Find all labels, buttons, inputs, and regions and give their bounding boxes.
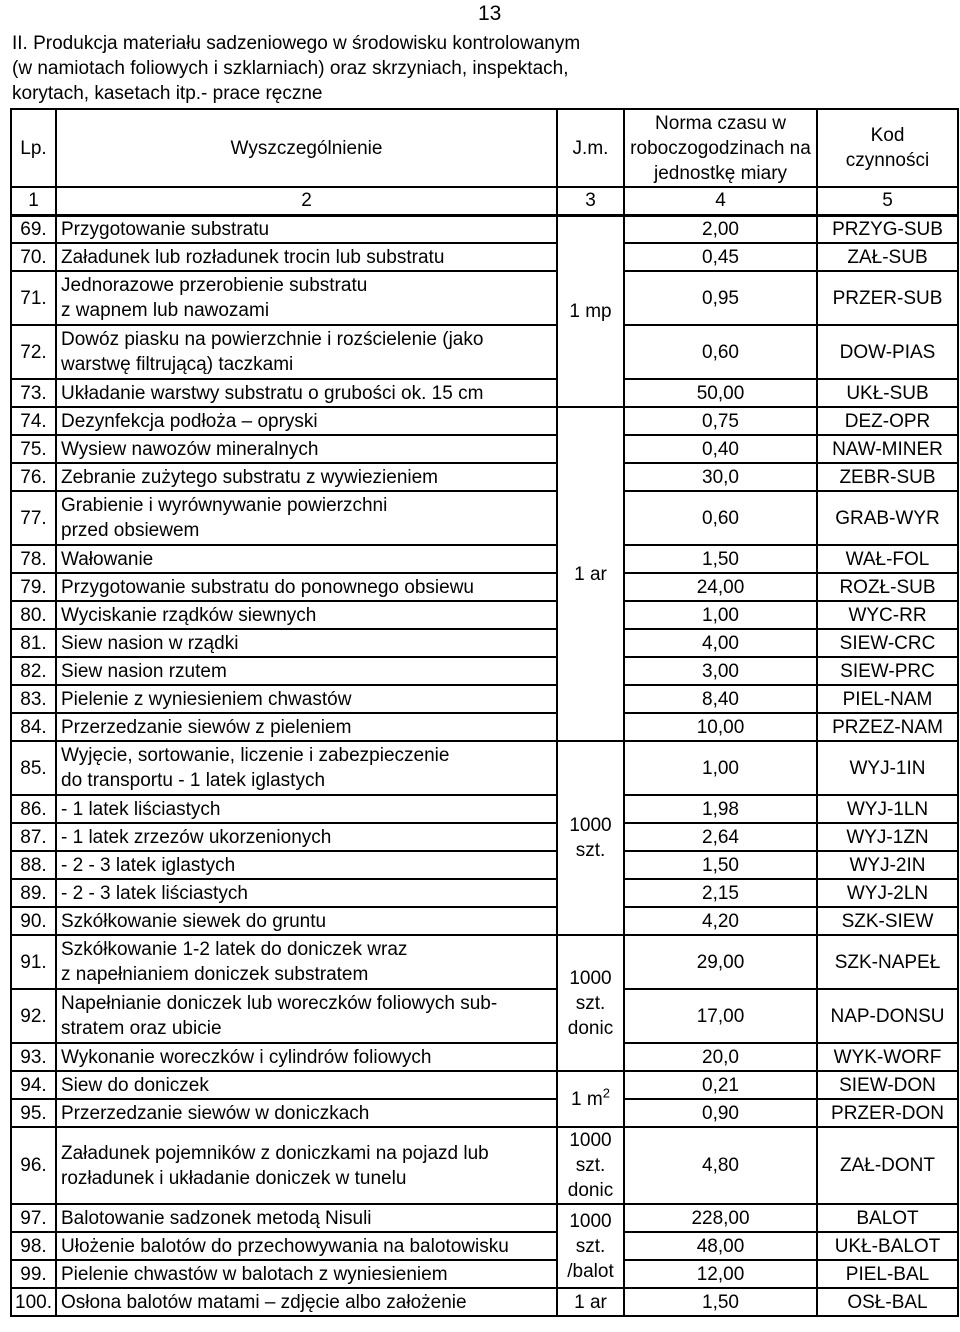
unit-line: donic <box>567 1180 614 1201</box>
row-description <box>56 935 557 989</box>
description-line: Siew nasion w rządki <box>61 632 239 654</box>
row-time-norm: 12,00 <box>624 1260 817 1288</box>
table-row <box>11 989 958 1043</box>
row-number: 74. <box>11 407 56 435</box>
row-time-norm: 2,00 <box>624 215 817 243</box>
row-description <box>56 1071 557 1099</box>
header-unit: J.m. <box>557 109 624 187</box>
row-activity-code: BALOT <box>817 1204 958 1232</box>
table-row <box>11 463 958 491</box>
row-activity-code: SIEW-PRC <box>817 657 958 685</box>
row-time-norm: 2,15 <box>624 879 817 907</box>
description-line: Zebranie zużytego substratu z wywiezieniem <box>61 466 439 488</box>
table-row <box>11 1127 958 1204</box>
header-row <box>11 109 958 187</box>
table-row <box>11 271 958 325</box>
row-number: 81. <box>11 629 56 657</box>
description-line: - 2 - 3 latek liściastych <box>61 882 248 904</box>
header-lp: Lp. <box>11 109 56 187</box>
unit-line: 1000 <box>569 1130 612 1151</box>
row-description <box>56 713 557 741</box>
row-number: 86. <box>11 795 56 823</box>
table-row <box>11 823 958 851</box>
row-description <box>56 1232 557 1260</box>
description-line: Napełnianie doniczek lub woreczków foliowych sub- <box>61 993 498 1014</box>
row-description <box>56 795 557 823</box>
description-line: z napełnianiem doniczek substratem <box>61 964 369 985</box>
row-number: 73. <box>11 379 56 407</box>
row-activity-code: WYJ-1LN <box>817 795 958 823</box>
row-description <box>56 215 557 243</box>
row-time-norm: 1,98 <box>624 795 817 823</box>
row-activity-code: SIEW-CRC <box>817 629 958 657</box>
row-time-norm: 10,00 <box>624 713 817 741</box>
row-description <box>56 989 557 1043</box>
description-line: Grabienie i wyrównywanie powierzchni <box>61 495 388 516</box>
table-row <box>11 1260 958 1288</box>
row-description <box>56 1260 557 1288</box>
row-unit <box>557 935 624 1071</box>
row-activity-code: PRZYG-SUB <box>817 215 958 243</box>
row-activity-code: DOW-PIAS <box>817 325 958 379</box>
row-description <box>56 851 557 879</box>
description-line: Wałowanie <box>61 548 154 570</box>
row-time-norm: 3,00 <box>624 657 817 685</box>
table-row <box>11 685 958 713</box>
row-time-norm: 228,00 <box>624 1204 817 1232</box>
row-activity-code: SZK-NAPEŁ <box>817 935 958 989</box>
row-activity-code: PRZER-SUB <box>817 271 958 325</box>
row-number: 84. <box>11 713 56 741</box>
row-unit <box>557 741 624 935</box>
description-line: Przygotowanie substratu <box>61 218 270 240</box>
description-line: Dowóz piasku na powierzchnie i rozścielenie (jako <box>61 329 484 350</box>
row-description <box>56 879 557 907</box>
row-description <box>56 741 557 795</box>
table-row <box>11 1204 958 1232</box>
row-activity-code: SZK-SIEW <box>817 907 958 935</box>
table-row <box>11 1071 958 1099</box>
row-time-norm: 20,0 <box>624 1043 817 1071</box>
table-row <box>11 935 958 989</box>
header-line: Norma czasu w <box>655 112 786 134</box>
row-time-norm: 30,0 <box>624 463 817 491</box>
row-description <box>56 379 557 407</box>
table-row <box>11 215 958 243</box>
row-number: 90. <box>11 907 56 935</box>
description-line: Jednorazowe przerobienie substratu <box>61 275 368 296</box>
description-line: Siew nasion rzutem <box>61 660 227 682</box>
row-description <box>56 1043 557 1071</box>
table-row <box>11 657 958 685</box>
row-number: 75. <box>11 435 56 463</box>
row-activity-code: WAŁ-FOL <box>817 545 958 573</box>
row-number: 100. <box>11 1288 56 1316</box>
description-line: Szkółkowanie siewek do gruntu <box>61 910 327 932</box>
row-activity-code: PIEL-NAM <box>817 685 958 713</box>
section-title <box>12 31 712 106</box>
row-description <box>56 573 557 601</box>
section-title-line: II. Produkcja materiału sadzeniowego w środowisku kontrolowanym <box>12 33 581 54</box>
unit-line: /balot <box>567 1260 614 1282</box>
row-activity-code: OSŁ-BAL <box>817 1288 958 1316</box>
norms-table <box>10 108 959 1317</box>
table-row <box>11 573 958 601</box>
row-activity-code: ZEBR-SUB <box>817 463 958 491</box>
row-number: 92. <box>11 989 56 1043</box>
row-number: 88. <box>11 851 56 879</box>
row-activity-code: WYJ-1ZN <box>817 823 958 851</box>
column-number: 1 <box>11 187 56 215</box>
unit-line: 1 ar <box>574 1291 607 1313</box>
table-body <box>11 215 958 1316</box>
row-unit <box>557 1127 624 1204</box>
description-line: Wyjęcie, sortowanie, liczenie i zabezpieczenie <box>61 745 450 766</box>
row-time-norm: 1,00 <box>624 741 817 795</box>
table-row <box>11 1099 958 1127</box>
row-time-norm: 0,75 <box>624 407 817 435</box>
table-row <box>11 741 958 795</box>
row-time-norm: 29,00 <box>624 935 817 989</box>
row-time-norm: 0,60 <box>624 491 817 545</box>
row-activity-code: GRAB-WYR <box>817 491 958 545</box>
row-activity-code: UKŁ-BALOT <box>817 1232 958 1260</box>
row-time-norm: 0,21 <box>624 1071 817 1099</box>
table-row <box>11 601 958 629</box>
row-time-norm: 0,60 <box>624 325 817 379</box>
description-line: Wyciskanie rządków siewnych <box>61 604 317 626</box>
column-number: 5 <box>817 187 958 215</box>
table-row <box>11 713 958 741</box>
row-time-norm: 2,64 <box>624 823 817 851</box>
row-description <box>56 601 557 629</box>
row-activity-code: PRZEZ-NAM <box>817 713 958 741</box>
row-activity-code: WYJ-2IN <box>817 851 958 879</box>
row-activity-code: DEZ-OPR <box>817 407 958 435</box>
row-description <box>56 407 557 435</box>
table-row <box>11 1232 958 1260</box>
row-number: 69. <box>11 215 56 243</box>
description-line: przed obsiewem <box>61 520 200 541</box>
row-number: 94. <box>11 1071 56 1099</box>
row-unit <box>557 407 624 741</box>
row-number: 99. <box>11 1260 56 1288</box>
row-number: 97. <box>11 1204 56 1232</box>
row-time-norm: 17,00 <box>624 989 817 1043</box>
description-line: - 1 latek liściastych <box>61 798 221 820</box>
row-activity-code: WYK-WORF <box>817 1043 958 1071</box>
section-title-line: (w namiotach foliowych i szklarniach) oraz skrzyniach, inspektach, <box>12 58 569 79</box>
row-description <box>56 907 557 935</box>
description-line: Dezynfekcja podłoża – opryski <box>61 410 318 432</box>
unit-line <box>558 1087 623 1112</box>
row-number: 76. <box>11 463 56 491</box>
row-description <box>56 1099 557 1127</box>
table-row <box>11 1288 958 1316</box>
row-time-norm: 8,40 <box>624 685 817 713</box>
description-line: Przerzedzanie siewów z pieleniem <box>61 716 352 738</box>
row-unit <box>557 1204 624 1288</box>
description-line: z wapnem lub nawozami <box>61 300 270 321</box>
row-number: 83. <box>11 685 56 713</box>
description-line: - 1 latek zrzezów ukorzenionych <box>61 826 332 848</box>
table-row <box>11 629 958 657</box>
section-title-line: korytach, kasetach itp.- prace ręczne <box>12 83 323 104</box>
table-row <box>11 795 958 823</box>
table-row <box>11 325 958 379</box>
unit-exponent: 2 <box>602 1085 610 1101</box>
column-number: 2 <box>56 187 557 215</box>
row-unit <box>557 215 624 407</box>
unit-line: 1000 <box>569 1210 612 1232</box>
row-time-norm: 0,40 <box>624 435 817 463</box>
table-row <box>11 491 958 545</box>
row-description <box>56 463 557 491</box>
row-description <box>56 1204 557 1232</box>
description-line: Wykonanie woreczków i cylindrów foliowych <box>61 1046 432 1068</box>
table-row <box>11 545 958 573</box>
row-number: 93. <box>11 1043 56 1071</box>
row-description <box>56 435 557 463</box>
description-line: Przerzedzanie siewów w doniczkach <box>61 1102 370 1124</box>
row-time-norm: 4,00 <box>624 629 817 657</box>
row-number: 79. <box>11 573 56 601</box>
row-time-norm: 1,00 <box>624 601 817 629</box>
row-time-norm: 4,80 <box>624 1127 817 1204</box>
description-line: Ułożenie balotów do przechowywania na balotowisku <box>61 1235 509 1257</box>
row-activity-code: ZAŁ-DONT <box>817 1127 958 1204</box>
row-number: 91. <box>11 935 56 989</box>
row-description <box>56 491 557 545</box>
unit-line: szt. <box>575 840 606 861</box>
unit-base: 1 m <box>571 1088 603 1110</box>
row-time-norm: 0,90 <box>624 1099 817 1127</box>
header-line: czynności <box>845 150 930 171</box>
table-row <box>11 907 958 935</box>
header-time-norm <box>624 109 817 187</box>
unit-line: 1 ar <box>574 563 607 585</box>
row-unit <box>557 1288 624 1316</box>
row-description <box>56 1127 557 1204</box>
column-number-row <box>11 187 958 215</box>
column-number: 3 <box>557 187 624 215</box>
row-number: 98. <box>11 1232 56 1260</box>
description-line: Załadunek pojemników z doniczkami na pojazd lub <box>61 1142 489 1164</box>
row-number: 72. <box>11 325 56 379</box>
table-row <box>11 851 958 879</box>
row-description <box>56 545 557 573</box>
row-time-norm: 1,50 <box>624 851 817 879</box>
unit-line: 1 mp <box>569 300 612 322</box>
description-line: Załadunek lub rozładunek trocin lub substratu <box>61 246 445 268</box>
row-activity-code: WYC-RR <box>817 601 958 629</box>
header-line: Kod <box>870 125 905 146</box>
row-activity-code: ROZŁ-SUB <box>817 573 958 601</box>
row-activity-code: UKŁ-SUB <box>817 379 958 407</box>
row-number: 96. <box>11 1127 56 1204</box>
row-activity-code: PRZER-DON <box>817 1099 958 1127</box>
description-line: Balotowanie sadzonek metodą Nisuli <box>61 1207 372 1229</box>
row-time-norm: 0,95 <box>624 271 817 325</box>
row-number: 80. <box>11 601 56 629</box>
table-row <box>11 379 958 407</box>
row-activity-code: SIEW-DON <box>817 1071 958 1099</box>
row-activity-code: NAP-DONSU <box>817 989 958 1043</box>
table-row <box>11 435 958 463</box>
description-line: Siew do doniczek <box>61 1074 209 1096</box>
row-activity-code: WYJ-2LN <box>817 879 958 907</box>
row-description <box>56 271 557 325</box>
row-description <box>56 243 557 271</box>
table-row <box>11 407 958 435</box>
row-description <box>56 629 557 657</box>
row-activity-code: ZAŁ-SUB <box>817 243 958 271</box>
row-description <box>56 1288 557 1316</box>
row-description <box>56 657 557 685</box>
unit-line: szt. <box>575 992 606 1014</box>
unit-line: 1000 <box>569 967 612 989</box>
row-number: 87. <box>11 823 56 851</box>
description-line: - 2 - 3 latek iglastych <box>61 854 236 876</box>
row-number: 70. <box>11 243 56 271</box>
row-unit <box>557 1071 624 1127</box>
table-row <box>11 879 958 907</box>
row-activity-code: WYJ-1IN <box>817 741 958 795</box>
row-time-norm: 48,00 <box>624 1232 817 1260</box>
description-line: Przygotowanie substratu do ponownego obsiewu <box>61 576 474 598</box>
description-line: warstwę filtrującą) taczkami <box>61 354 294 375</box>
row-activity-code: NAW-MINER <box>817 435 958 463</box>
description-line: Układanie warstwy substratu o grubości ok. 15 cm <box>61 382 484 404</box>
unit-line: szt. <box>575 1235 606 1257</box>
row-number: 82. <box>11 657 56 685</box>
row-time-norm: 4,20 <box>624 907 817 935</box>
row-number: 77. <box>11 491 56 545</box>
unit-line: szt. <box>575 1155 606 1176</box>
column-number: 4 <box>624 187 817 215</box>
row-activity-code: PIEL-BAL <box>817 1260 958 1288</box>
description-line: rozładunek i układanie doniczek w tunelu <box>61 1167 407 1189</box>
table-row <box>11 1043 958 1071</box>
unit-line: donic <box>567 1017 614 1039</box>
row-description <box>56 325 557 379</box>
description-line: Szkółkowanie 1-2 latek do doniczek wraz <box>61 939 408 960</box>
unit-line: 1000 <box>569 815 612 836</box>
row-number: 78. <box>11 545 56 573</box>
description-line: Pielenie chwastów w balotach z wyniesieniem <box>61 1263 448 1285</box>
row-number: 95. <box>11 1099 56 1127</box>
row-number: 89. <box>11 879 56 907</box>
header-line: jednostkę miary <box>653 162 788 184</box>
row-time-norm: 0,45 <box>624 243 817 271</box>
description-line: stratem oraz ubicie <box>61 1018 222 1039</box>
row-number: 85. <box>11 741 56 795</box>
table-row <box>11 243 958 271</box>
description-line: do transportu - 1 latek iglastych <box>61 770 326 791</box>
header-activity-code <box>817 109 958 187</box>
row-number: 71. <box>11 271 56 325</box>
row-time-norm: 1,50 <box>624 1288 817 1316</box>
row-description <box>56 685 557 713</box>
row-time-norm: 50,00 <box>624 379 817 407</box>
description-line: Pielenie z wyniesieniem chwastów <box>61 688 352 710</box>
description-line: Wysiew nawozów mineralnych <box>61 438 319 460</box>
description-line: Osłona balotów matami – zdjęcie albo założenie <box>61 1291 467 1313</box>
row-time-norm: 24,00 <box>624 573 817 601</box>
row-time-norm: 1,50 <box>624 545 817 573</box>
header-description: Wyszczególnienie <box>56 109 557 187</box>
header-line: roboczogodzinach na <box>630 137 811 159</box>
row-description <box>56 823 557 851</box>
page-number: 13 <box>478 2 502 25</box>
